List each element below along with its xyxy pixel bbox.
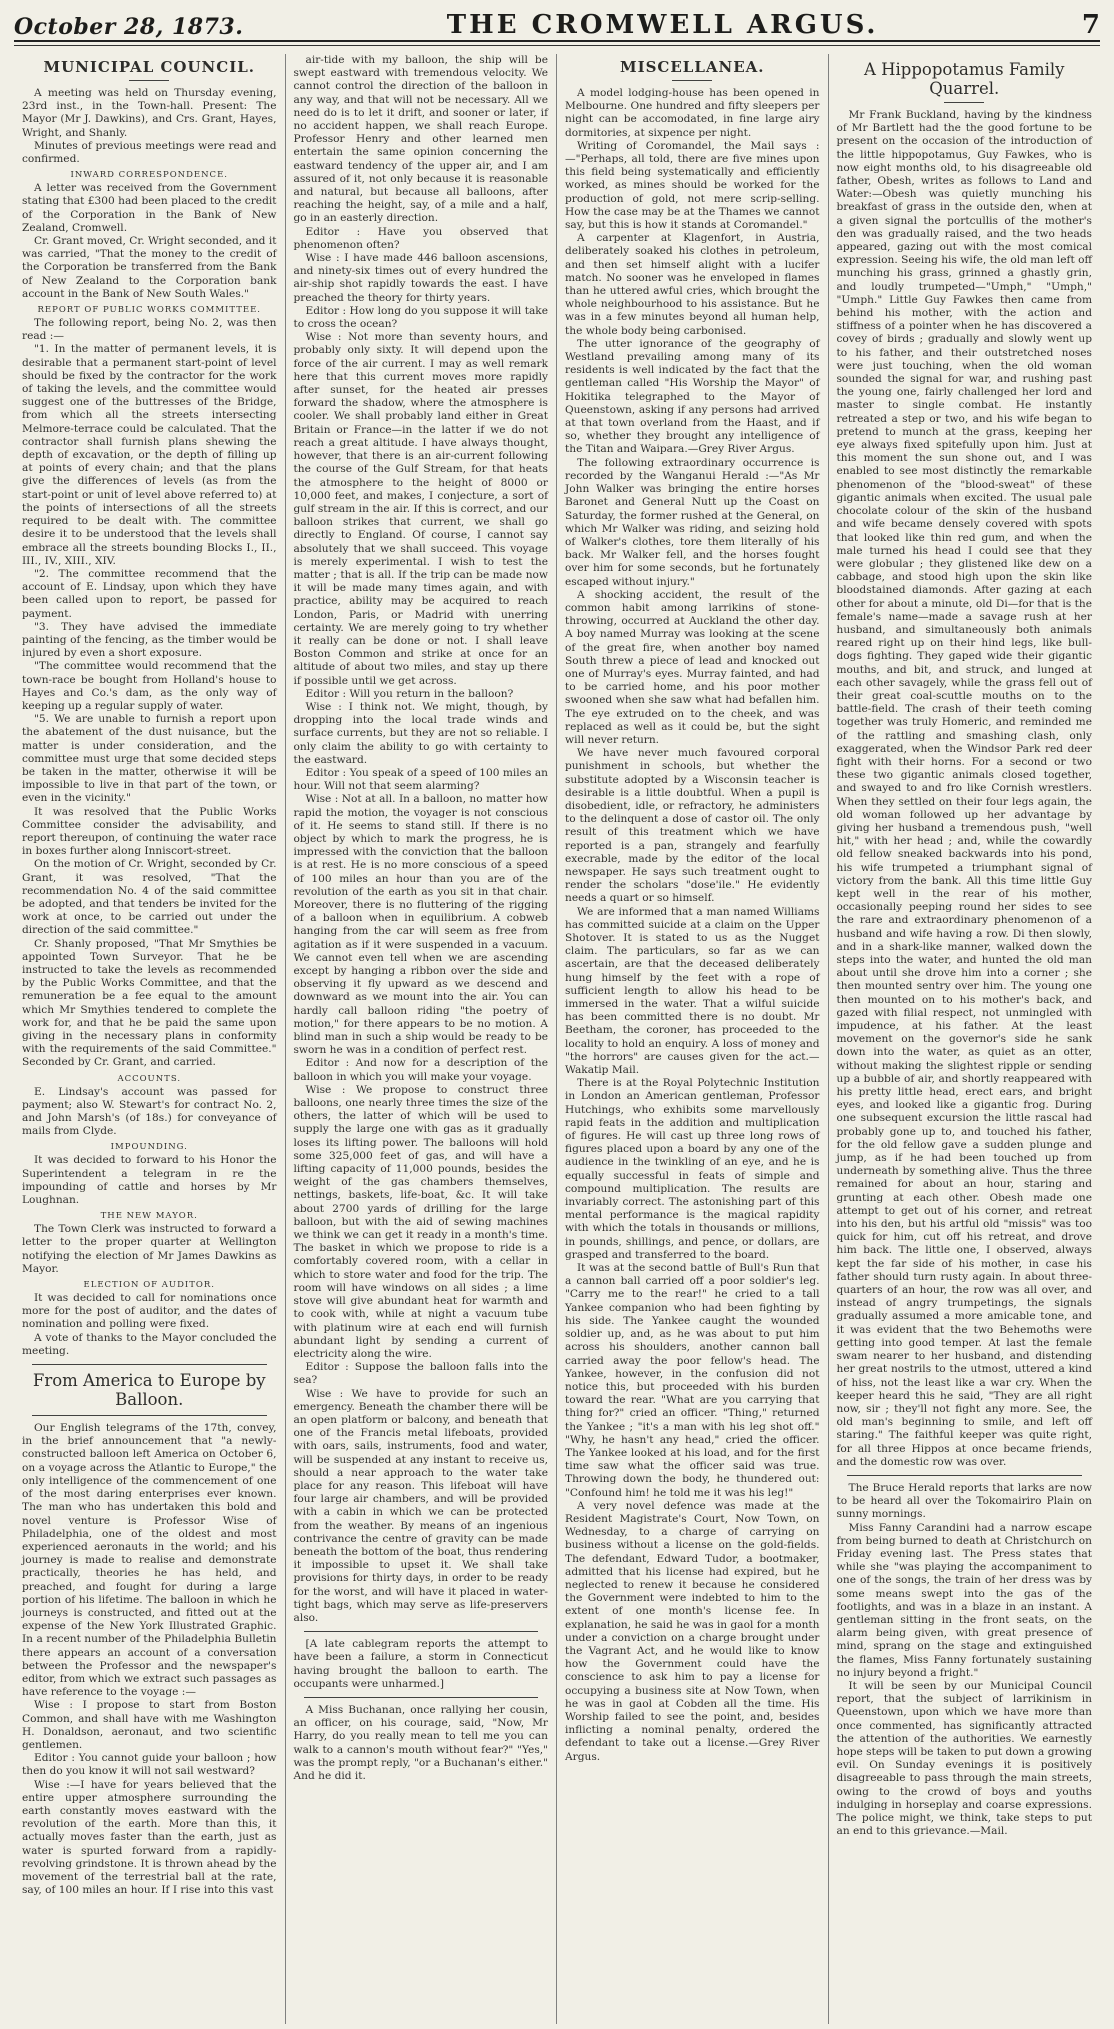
columns — [14, 54, 1100, 2024]
newspaper-title: THE CROMWELL ARGUS. — [446, 10, 879, 40]
subheading: ACCOUNTS. — [117, 1073, 182, 1084]
article-paragraph: It was decided to forward to his Honor the Superintendent a telegram in re the impounding of cattle and horses by Mr Loughnan. — [22, 1154, 277, 1207]
article-paragraph: We have never much favoured corporal punishment in schools, but whether the substitute adopted by a Wisconsin teacher is desirable is a little doubtful. When a pupil is disobedient, idle, or refractory, he administers to the delinquent a dose of castor oil. The only result of this treatment which we have reported is a pan, strangely and fearfully execrable, made by the editor of the local newspaper. He says such treatment ought to render the scholars "dose'ile." He evidently needs a quart or so himself. — [565, 747, 820, 905]
article-paragraph: Wise : I propose to start from Boston Common, and shall have with me Washington H. Donaldson, aeronaut, and two scientific gentlemen. — [22, 1699, 277, 1751]
heading-rule — [672, 80, 712, 81]
article-paragraph: A vote of thanks to the Mayor concluded the meeting. — [22, 1331, 277, 1357]
heading-rule — [129, 80, 169, 81]
article-paragraph: Wise : Not more than seventy hours, and probably only sixty. It will depend upon the force of the air current. I may as well remark here that this current moves more rapidly after sunset, for the heated air presses forward the shadow, where the atmosphere is cooler. We shall probably land either in Great Britain or France—in the latter if we do not reach a great altitude. I have always thought, however, that there is an air-current following the course of the Gulf Stream, for that heats the atmosphere to the height of 8000 or 10,000 feet, and makes, I conjecture, a sort of gulf stream in the air. If this is correct, and our balloon strikes that current, we shall go directly to England. Of course, I cannot say absolutely that we shall succeed. This voyage is merely experimental. I wish to test the matter ; that is all. If the trip can be made now it will be made many times again, and with practice, ability may be acquired to reach London, Paris, or Madrid with unerring certainty. We are merely going to try whether it really can be done or not. I shall leave Boston Common and strike at once for an altitude of about two miles, and stay up there if possible until we get across. — [293, 331, 548, 687]
article-paragraph: A model lodging-house has been opened in Melbourne. One hundred and fifty sleepers per night can be accomodated, in fine large airy dormitories, at sixpence per night. — [565, 87, 820, 139]
article-paragraph: The Town Clerk was instructed to forward a letter to the proper quarter at Wellington notifying the election of Mr James Dawkins as Mayor. — [22, 1223, 277, 1275]
article-paragraph: Wise : I have made 446 balloon ascensions, and ninety-six times out of every hundred the air-ship shot rapidly towards the east. I have preached the theory for thirty years. — [293, 252, 548, 304]
article-paragraph: It was at the second battle of Bull's Run that a cannon ball carried off a poor soldier's leg. "Carry me to the rear!" he cried to a tall Yankee companion who had been fighting by his side. The Yankee caught the wounded soldier up, and, as he was about to put him across his shoulders, another cannon ball carried away the poor fellow's head. The Yankee, however, in the confusion did not notice this, but proceeded with his burden toward the rear. "What are you carrying that thing for?" cried an officer. "Thing," returned the Yankee ; "it's a man with his leg shot off." "Why, he hasn't any head," cried the officer. The Yankee looked at his load, and for the first time saw what the officer said was true. Throwing down the body, he thundered out: "Confound him! he told me it was his leg!" — [565, 1262, 820, 1499]
article-paragraph: It was resolved that the Public Works Committee consider the advisability, and report thereupon, of continuing the water race in boxes further along Inniscort-street. — [22, 805, 277, 858]
article-paragraph: Wise : We have to provide for such an emergency. Beneath the chamber there will be an open platform or balcony, and beneath that one of the Francis metal lifeboats, provided with oars, sails, instruments, food and water, will be suspended at any instant to receive us, should a near approach to the water take place for any reason. This lifeboat will have four large air chambers, and will be provided with a cabin in which we can be protected from the weather. By means of an ingenious contrivance the centre of gravity can be made beneath the bottom of the boat, thus rendering it impossible to upset it. We shall take provisions for thirty days, in order to be ready for the worst, and will have it placed in water-tight bags, which may serve as life-preservers also. — [293, 1387, 548, 1624]
article-paragraph: E. Lindsay's account was passed for payment; also W. Stewart's for contract No. 2, and John Marsh's (of 18s.) for conveyance of mails from Clyde. — [22, 1085, 277, 1138]
article-paragraph: "1. In the matter of permanent levels, it is desirable that a permanent start-point of level should be fixed by the contractor for the work of taking the levels, and the committee would suggest one of the buttresses of the Bridge, from which all the streets intersecting Melmore-terrace could be calculated. That the contractor shall furnish plans shewing the depth of excavation, or the depth of filling up at points of every chain; and that the plans give the differences of levels (as from the start-point or unit of level above referred to) at the points of intersections of all the streets required to be dealt with. The committee desire it to be understood that the levels shall embrace all the streets bounding Blocks I., II., III., IV., XIII., XIV. — [22, 343, 277, 567]
article-paragraph: Our English telegrams of the 17th, convey, in the brief announcement that "a newly-constructed balloon left America on October 6, on a voyage across the Atlantic to Europe," the only intelligence of the commencement of one of the most daring enterprises ever known. The man who has undertaken this bold and novel venture is Professor Wise of Philadelphia, one of the oldest and most experienced aeronauts in the world; and his journey is made to realise and demonstrate practically, theories he has held, and preached, and fought for during a large portion of his lifetime. The balloon in which he journeys is constructed, and fitted out at the expense of the New York Illustrated Graphic. In a recent number of the Philadelphia Bulletin there appears an account of a conversation between the Professor and the newspaper's editor, from which we extract such passages as have reference to the voyage :— — [22, 1422, 277, 1699]
article-paragraph: The following report, being No. 2, was then read :— — [22, 317, 277, 343]
article-paragraph: Mr Frank Buckland, having by the kindness of Mr Bartlett had the the good fortune to be present on the occasion of the introduction of the little hippopotamus, Guy Fawkes, who is now eight months old, to his disagreeable old father, Obesh, writes as follows to Land and Water:—Obesh was quietly munching his breakfast of grass in the outside den, when at a given signal the portcullis of the mother's den was gradually raised, and the two heads appeared, gazing out with the most comical expression. Seeing his wife, the old man left off munching his grass, grinned a ghastly grin, and loudly trumpeted—"Umph," "Umph," "Umph." Little Guy Fawkes then came from behind his mother, with the action and stiffness of a pointer when he has discovered a covey of birds ; gradually and slowly went up to his father, and their outstretched noses were just touching, when the old woman sounded the signal for war, and rushing past the young one, fairly challenged her lord and master to single combat. He instantly retreated a step or two, and his wife began to pretend to munch at the grass, keeping her eye always fixed spitefully upon him. Just at this moment the sun shone out, and I was enabled to see most distinctly the remarkable phenomenon of the "blood-sweat" of these gigantic animals when excited. The usual pale chocolate colour of the skin of the husband and wife became densely covered with spots that looked like thin red gum, and when the male turned his head I could see that they were globular ; they glistened like dew on a cabbage, and stood high upon the skin like bloodstained diamonds. After gazing at each other for about a minute, old Di—for that is the female's name—made a savage rush at her husband, and simultaneously both animals reared right up on their hind legs, like bull-dogs fighting. They gaped wide their gigantic mouths, and bit, and struck, and lunged at each other savagely, while the grass fell out of their great coal-scuttle mouths on to the battle-field. The crash of their teeth coming together was truly Homeric, and reminded me of the rattling and smashing clash, only exaggerated, when the Windsor Park red deer fight with their horns. For a second or two these two gigantic animals closed together, and swayed to and fro like Cornish wrestlers. When they settled on their four legs again, the old woman followed up her advantage by giving her husband a tremendous push, "well hit," with her head ; and, while the cowardly old fellow sneaked backwards into his pond, his wife trumpeted a triumphant signal of victory from the bank. All this time little Guy kept well in the rear of his mother, occasionally peeping round her sides to see the rare and extraordinary phenomenon of a husband and wife having a row. Di then slowly, and in a shark-like manner, walked down the steps into the water, and hunted the old man about until she drove him into a corner ; she then mounted sentry over him. The young one then mounted on to his mother's back, and gazed with filial respect, not unmingled with impudence, at his father. At the least movement on the governor's side he sank down into the water, as quiet as an otter, without making the slightest ripple or sending up a bubble of air, and shortly reappeared with his pretty little head, erect ears, and bright eyes, and looked like a gigantic frog. During one subsequent excursion the little rascal had probably gone up to, and touched his father, for the old fellow gave a sudden plunge and jump, as if he had been touched up from underneath by something alive. Thus the three remained for about an hour, staring and grunting at each other. Obesh made one attempt to get out of his corner, and retreat into his den, but his artful old "missis" was too quick for him, cut off his retreat, and drove him back. The little one, I observed, always kept the far side of his mother, in case his father should turn rusty again. In about three-quarters of an hour, the row was all over, and instead of angry trumpetings, the signals gradually assumed a more amicable tone, and it was evident that the two Behemoths were getting into good temper. At last the female swam nearer to her husband, and distending her great nostrils to the utmost, uttered a kind of hiss, not the least like a war cry. When the keeper heard this he said, "They are all right now, sir ; they'll not fight any more. See, the old man's beginning to smile, and left off staring." The faithful keeper was quite right, for all three Hippos at once became friends, and the domestic row was over. — [836, 109, 1092, 1468]
article-paragraph: [A late cablegram reports the attempt to have been a failure, a storm in Connecticut having brought the balloon to earth. The occupants were unharmed.] — [293, 1638, 548, 1690]
article-paragraph: Editor : And now for a description of the balloon in which you will make your voyage. — [293, 1057, 548, 1083]
article-paragraph: It will be seen by our Municipal Council report, that the subject of larrikinism in Queenstown, upon which we have more than once commented, has significantly attracted the attention of the authorities. We earnestly hope steps will be taken to put down a growing evil. On Sunday evenings it is positively disagreeable to pass through the main streets, owing to the crowd of boys and youths indulging in horseplay and coarse expressions. The police might, we think, take steps to put an end to this grievance.—Mail. — [836, 1679, 1092, 1838]
subheading: INWARD CORRESPONDENCE. — [70, 170, 228, 181]
article-paragraph: Editor : You speak of a speed of 100 miles an hour. Will not that seem alarming? — [293, 766, 548, 793]
balloon-article-heading: From America to Europe by Balloon. — [32, 1371, 266, 1410]
article-paragraph: On the motion of Cr. Wright, seconded by Cr. Grant, it was resolved, "That the recommendation No. 4 of the said committee be adopted, and that tenders be invited for the work at once, to be carried out under the direction of the said committee." — [22, 858, 277, 937]
article-paragraph: Wise : Not at all. In a balloon, no matter how rapid the motion, the voyager is not conscious of it. He seems to stand still. If there is no object by which to mark the progress, he is impressed with the conviction that the balloon is at rest. He is no more conscious of a speed of 100 miles an hour than you are of the revolution of the earth as you sit in that chair. Moreover, there is no fluttering of the rigging of a balloon when in equilibrium. A cobweb hanging from the car will seem as free from agitation as if it were suspended in a vacuum. We cannot even tell when we are ascending except by hanging a ribbon over the side and observing it fly upward as we descend and downward as we mount into the air. You can hardly call balloon riding "the poetry of motion," for there appears to be no motion. A blind man in such a ship would be ready to be sworn he was in a condition of perfect rest. — [293, 793, 548, 1057]
subheading: IMPOUNDING. — [110, 1142, 188, 1153]
subheading: ELECTION OF AUDITOR. — [83, 1280, 215, 1291]
column-4 — [829, 54, 1101, 2024]
article-paragraph: It was decided to call for nominations once more for the post of auditor, and the dates of nomination and polling were fixed. — [22, 1292, 277, 1331]
subheading: REPORT OF PUBLIC WORKS COMMITTEE. — [37, 305, 261, 316]
article-paragraph: Editor : You cannot guide your balloon ; how then do you know it will not sail westward? — [22, 1752, 277, 1778]
article-separator — [32, 1415, 267, 1416]
article-paragraph: Miss Fanny Carandini had a narrow escape from being burned to death at Christchurch on Friday evening last. The Press states that while she "was playing the accompaniment to one of the songs, the train of her dress was by some means swept into the gas of the footlights, and was in a blaze in an instant. A gentleman sitting in the front seats, on the alarm being given, with great presence of mind, sprang on the stage and extinguished the flames, Miss Fanny fortunately sustaining no injury beyond a fright." — [836, 1521, 1092, 1679]
masthead — [14, 6, 1100, 42]
article-paragraph: Wise :—I have for years believed that the entire upper atmosphere surrounding the earth constantly moves eastward with the revolution of the earth. More than this, it actually moves faster than the earth, just as water is spurted forward from a rapidly-revolving grindstone. It is thrown ahead by the movement of the terrestrial ball at the rate, say, of 100 miles an hour. If I rise into this vast — [22, 1778, 277, 1897]
article-paragraph: Minutes of previous meetings were read and confirmed. — [22, 139, 277, 166]
article-separator — [304, 1631, 539, 1632]
article-paragraph: "5. We are unable to furnish a report upon the abatement of the dust nuisance, but the matter is under consideration, and the committee must urge that some decided steps be taken in the matter, otherwise it will be impossible to live in that part of the town, or even in the vicinity." — [22, 713, 277, 805]
article-paragraph: A letter was received from the Government stating that £300 had been placed to the credit of the Corporation in the Bank of New Zealand, Cromwell. — [22, 182, 277, 234]
miscellanea-heading: MISCELLANEA. — [619, 58, 765, 76]
masthead-rule — [14, 45, 1100, 46]
article-paragraph: Editor : Suppose the balloon falls into the sea? — [293, 1361, 548, 1387]
article-paragraph: The following extraordinary occurrence is recorded by the Wanganui Herald :—"As Mr John Walker was bringing the entire horses Baronet and General Nutt up the Coast on Saturday, the former rushed at the General, on which Mr Walker was riding, and seizing hold of Walker's clothes, tore them literally of his back. Mr Walker fell, and the horses fought over him for some seconds, but he fortunately escaped without injury." — [565, 456, 820, 588]
article-paragraph: The utter ignorance of the geography of Westland prevailing among many of its residents is well indicated by the fact that the gentleman called "His Worship the Mayor" of Hokitika telegraphed to the Mayor of Queenstown, asking if any persons had arrived at that town overland from the Haast, and if so, whether they brought any intelligence of the Titan and Waipara.—Grey River Argus. — [565, 337, 820, 456]
article-paragraph: A shocking accident, the result of the common habit among larrikins of stone-throwing, occurred at Auckland the other day. A boy named Murray was looking at the scene of the great fire, when another boy named South threw a piece of lead and knocked out one of Murray's eyes. Murray fainted, and had to be carried home, and his poor mother swooned when she saw what had befallen him. The eye extruded on to the cheek, and was replaced as well as it could be, but the sight will never return. — [565, 588, 820, 746]
column-2 — [286, 54, 558, 2024]
article-separator — [847, 1475, 1083, 1476]
article-paragraph: Editor : How long do you suppose it will take to cross the ocean? — [293, 304, 548, 331]
subheading: THE NEW MAYOR. — [100, 1211, 198, 1222]
article-paragraph: Writing of Coromandel, the Mail says :—"Perhaps, all told, there are five mines upon this field being systematically and efficiently worked, as mines should be worked for the production of gold, not mere scrip-selling. How the case may be at the Thames we cannot say, but this is how it stands at Coromandel." — [565, 139, 820, 232]
article-paragraph: There is at the Royal Polytechnic Institution in London an American gentleman, Professor Hutchings, who exhibits some marvellously rapid feats in the addition and multiplication of figures. He will cast up three long rows of figures placed upon a board by any one of the audience in the twinkling of an eye, and he is equally successful in feats of simple and compound multiplication. The results are invariably correct. The astonishing part of this mental performance is the magical rapidity with which the totals in thousands or millions, in pounds, shillings, and pence, or dollars, are grasped and transferred to the board. — [565, 1077, 820, 1261]
municipal-council-heading: MUNICIPAL COUNCIL. — [43, 58, 255, 76]
hippopotamus-article-heading: A Hippopotamus Family Quarrel. — [863, 60, 1065, 98]
article-paragraph: A Miss Buchanan, once rallying her cousin, an officer, on his courage, said, "Now, Mr Harry, do you really mean to tell me you can walk to a cannon's mouth without fear?" "Yes," was the prompt reply, "or a Buchanan's either." And he did it. — [293, 1703, 548, 1782]
article-paragraph: A meeting was held on Thursday evening, 23rd inst., in the Town-hall. Present: The Mayor (Mr J. Dawkins), and Crs. Grant, Hayes, Wright, and Shanly. — [22, 87, 277, 139]
article-paragraph: A very novel defence was made at the Resident Magistrate's Court, Now Town, on Wednesday, to a charge of carrying on business without a license on the gold-fields. The defendant, Edward Tudor, a bootmaker, admitted that his license had expired, but he neglected to renew it because he considered the Government were indebted to him to the extent of one month's license fee. In explanation, he said he was in gaol for a month under a conviction on a charge brought under the Vagrant Act, and he would like to know how the Government could have the conscience to ask him to pay a license for occupying a business site at Now Town, when he was in gaol at Cobden all the time. His Worship failed to see the point, and, besides inflicting a nominal penalty, ordered the defendant to take out a license.—Grey River Argus. — [565, 1499, 820, 1763]
article-paragraph: "3. They have advised the immediate painting of the fencing, as the timber would be injured by even a short exposure. — [22, 620, 277, 660]
article-paragraph: air-tide with my balloon, the ship will be swept eastward with tremendous velocity. We cannot control the direction of the balloon in any way, and that will not be necessary. All we need do is to let it drift, and sooner or later, if no accident happen, we shall reach Europe. Professor Henry and other learned men entertain the same opinion concerning the eastward tendency of the upper air, and I am assured of it, not only because it is reasonable and natural, but because all balloons, after reaching the height, say, of a mile and a half, go in an easterly direction. — [293, 54, 548, 225]
article-paragraph: Wise : I think not. We might, though, by dropping into the local trade winds and surface currents, but they are not so reliable. I only claim the ability to go with certainty to the eastward. — [293, 700, 548, 766]
column-1 — [14, 54, 286, 2024]
article-paragraph: Wise : We propose to construct three balloons, one nearly three times the size of the others, the latter of which will be used to supply the large one with gas as it gradually loses its lifting power. The balloons will hold some 325,000 feet of gas, and will have a lifting capacity of 11,000 pounds, besides the weight of the gas chambers themselves, nettings, baskets, life-boat, &c. It will take about 2700 yards of drilling for the large balloon, but with the aid of sewing machines we think we can get it ready in a month's time. The basket in which we propose to ride is a comfortably covered room, with a cellar in which to store water and food for the trip. The room will have windows on all sides ; a lime stove will give abundant heat for warmth and to cook with, while at night a vacuum tube with platinum wire at each end will furnish abundant light by sending a current of electricity along the wire. — [293, 1083, 548, 1360]
article-paragraph: Editor : Have you observed that phenomenon often? — [293, 225, 548, 251]
article-separator — [304, 1697, 539, 1698]
issue-date: October 28, 1873. — [14, 14, 244, 40]
article-paragraph: "2. The committee recommend that the account of E. Lindsay, upon which they have been called upon to report, be passed for payment. — [22, 567, 277, 620]
article-paragraph: Cr. Grant moved, Cr. Wright seconded, and it was carried, "That the money to the credit of the Corporation be transferred from the Bank of New Zealand to the Corporation bank account in the Bank of New South Wales." — [22, 235, 277, 300]
heading-rule — [944, 102, 984, 103]
article-paragraph: "The committee would recommend that the town-race be bought from Holland's house to Hayes and Co.'s dam, as the only way of keeping up a regular supply of water. — [22, 660, 277, 712]
article-paragraph: The Bruce Herald reports that larks are now to be heard all over the Tokomairiro Plain on sunny mornings. — [836, 1481, 1092, 1521]
page-number: 7 — [1081, 10, 1100, 40]
column-3 — [557, 54, 829, 2024]
article-paragraph: Cr. Shanly proposed, "That Mr Smythies be appointed Town Surveyor. That he be instructed to take the levels as recommended by the Public Works Committee, and that the remuneration be a fee equal to the amount which Mr Smythies tendered to complete the work for, and that he be paid the same upon giving in the necessary plans in conformity with the requirements of the said Committee." Seconded by Cr. Grant, and carried. — [22, 937, 277, 1069]
article-paragraph: Editor : Will you return in the balloon? — [305, 687, 514, 700]
article-paragraph: We are informed that a man named Williams has committed suicide at a claim on the Upper Shotover. It is stated to us as the Nugget claim. The particulars, so far as we can ascertain, are that the deceased deliberately hung himself by the feet with a rope of sufficient length to allow his head to be immersed in the water. That a wilful suicide has been committed there is no doubt. Mr Beetham, the coroner, has proceeded to the locality to hold an enquiry. A loss of money and "the horrors" are causes given for the act.—Wakatip Mail. — [565, 905, 820, 1077]
article-paragraph: A carpenter at Klagenfort, in Austria, deliberately soaked his clothes in petroleum, and then set himself alight with a lucifer match. No sooner was he enveloped in flames than he uttered awful cries, which brought the whole neighbourhood to his assistance. But he was in a few minutes beyond all human help, the whole body being carbonised. — [565, 232, 820, 337]
article-separator — [32, 1364, 267, 1365]
